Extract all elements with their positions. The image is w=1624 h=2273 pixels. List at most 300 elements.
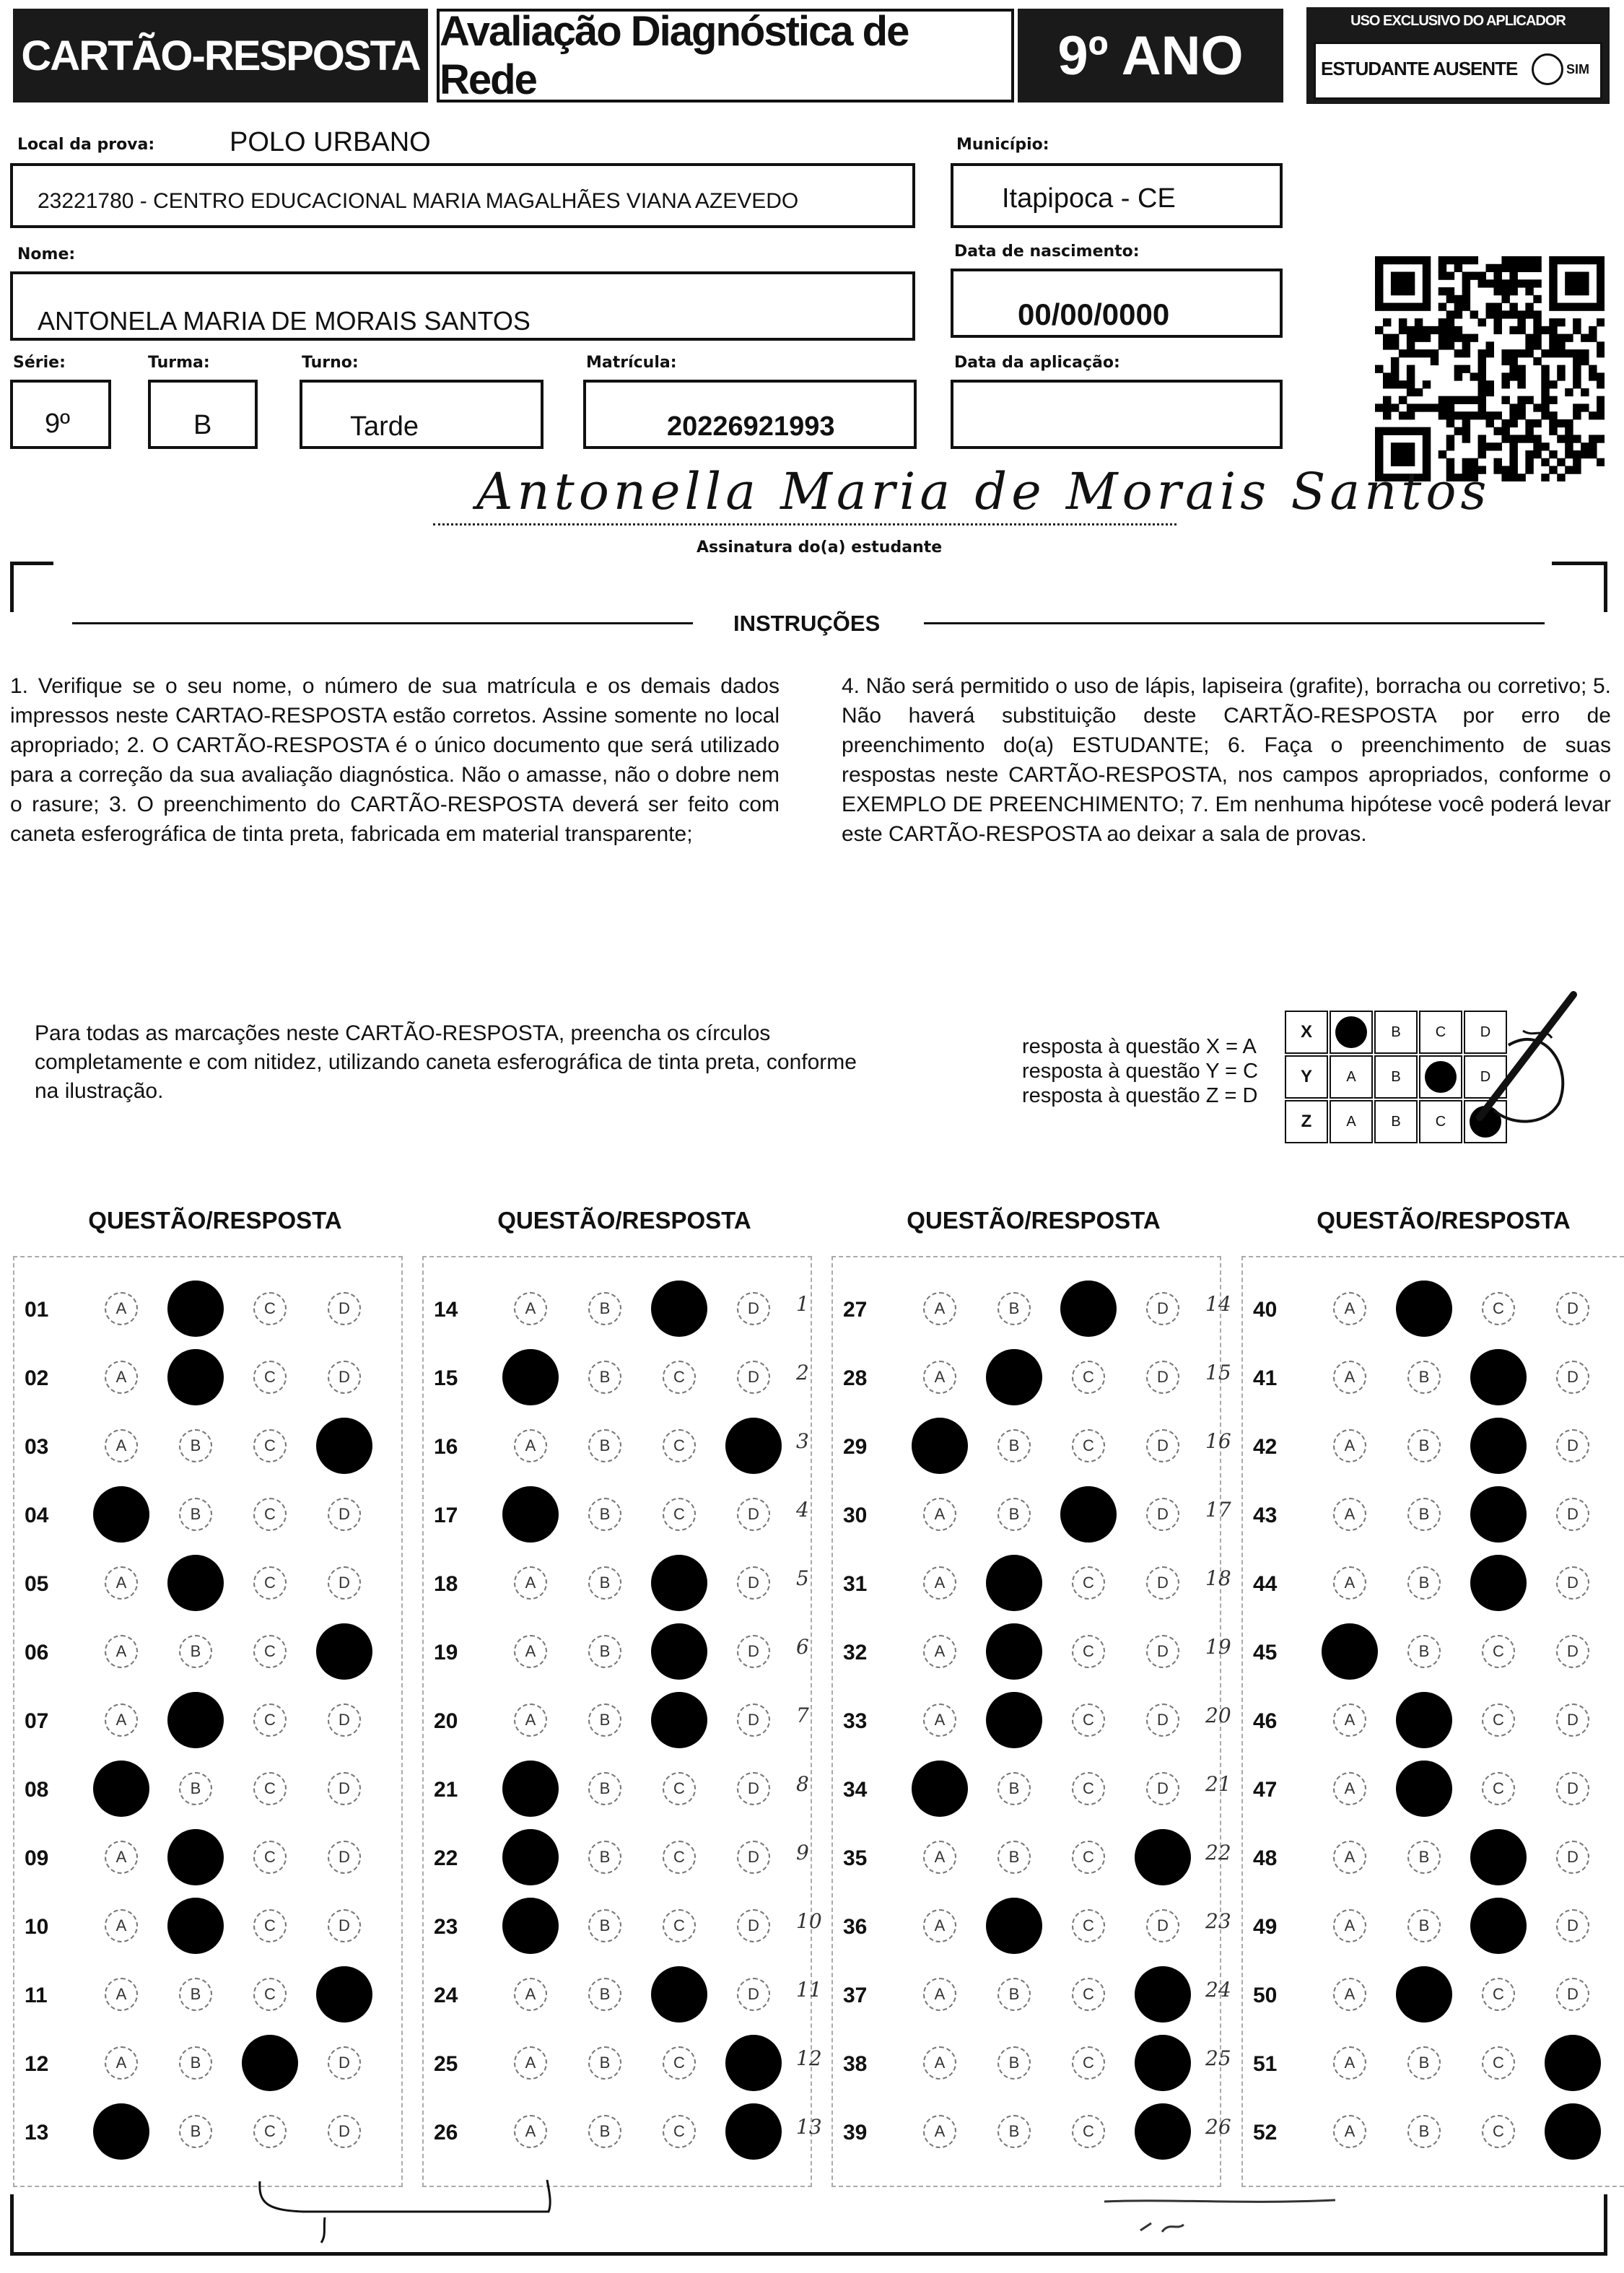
filled-answer-bubble[interactable] [1545, 2035, 1601, 2091]
answer-bubble-a[interactable]: A [1333, 1292, 1366, 1325]
instructions-left: 1. Verifique se o seu nome, o número de sua matrícula e os demais dados impressos neste CARTAO-RESPOSTA estão corretos. Assine somente no local apropriado; 2. O CARTÃO-RESPOSTA é o único documento que será utilizado para a correção da sua avaliação diagnóstica. Não o amasse, não o dobre nem o rasure; 3. O preenchimento do CARTÃO-RESPOSTA deverá ser feito com caneta esferográfica de tinta preta, fabricada em material transparente; [10, 674, 780, 846]
answer-bubble-c[interactable]: C [1482, 1292, 1515, 1325]
answer-bubble-d[interactable]: D [1556, 1361, 1589, 1394]
question-row [831, 2099, 1200, 2164]
answer-bubble-d[interactable]: D [737, 1292, 770, 1325]
question-number: 09 [25, 1846, 49, 1870]
answer-bubble-d[interactable]: D [328, 1498, 361, 1531]
handwritten-margin-number: 22 [1205, 1841, 1231, 1864]
answer-bubble-a[interactable]: A [514, 2115, 547, 2148]
answer-bubble-c[interactable]: C [1482, 1635, 1515, 1668]
filled-answer-bubble[interactable] [1470, 1555, 1527, 1611]
answer-bubble-d[interactable]: D [1556, 1978, 1589, 2011]
answer-bubble-a[interactable]: A [1333, 1361, 1366, 1394]
answer-bubble-c[interactable]: C [663, 1361, 696, 1394]
filled-answer-bubble[interactable] [1470, 1829, 1527, 1885]
question-number: 11 [25, 1984, 48, 2007]
answer-bubble-a[interactable]: A [105, 1361, 138, 1394]
filled-answer-bubble[interactable] [167, 1281, 224, 1337]
answer-bubble-a[interactable]: A [923, 1978, 956, 2011]
filled-answer-bubble[interactable] [502, 1486, 559, 1543]
question-number: 13 [25, 2121, 49, 2145]
filled-answer-bubble[interactable] [651, 1281, 707, 1337]
answer-bubble-c[interactable]: C [1072, 1841, 1105, 1874]
filled-answer-bubble[interactable] [167, 1898, 224, 1954]
answer-bubble-c[interactable]: C [253, 1361, 287, 1394]
answer-bubble-d[interactable]: D [328, 1772, 361, 1805]
answer-bubble-a[interactable]: A [514, 1978, 547, 2011]
question-row [831, 1893, 1200, 1958]
answer-bubble-a[interactable]: A [514, 1566, 547, 1600]
answer-bubble-c[interactable]: C [253, 1772, 287, 1805]
question-number: 43 [1253, 1504, 1278, 1527]
handwritten-margin-number: 26 [1205, 2115, 1231, 2139]
answer-bubble-d[interactable]: D [1556, 1841, 1589, 1874]
answer-bubble-a[interactable]: A [1333, 1909, 1366, 1942]
answer-bubble-b[interactable]: B [179, 1978, 212, 2011]
answer-bubble-a[interactable]: A [1333, 1429, 1366, 1462]
municipio-label: Município: [956, 136, 1049, 154]
answer-bubble-d[interactable]: D [1556, 1566, 1589, 1600]
answer-bubble-c[interactable]: C [253, 1635, 287, 1668]
example-bubble: C [1419, 1011, 1462, 1054]
answer-bubble-d[interactable]: D [328, 1841, 361, 1874]
filled-answer-bubble[interactable] [1396, 1966, 1452, 2023]
answer-bubble-a[interactable]: A [923, 1361, 956, 1394]
answer-bubble-a[interactable]: A [1333, 1703, 1366, 1737]
answer-bubble-d[interactable]: D [737, 1566, 770, 1600]
filled-answer-bubble[interactable] [912, 1761, 968, 1817]
answer-bubble-a[interactable]: A [105, 1703, 138, 1737]
filled-answer-bubble[interactable] [93, 2103, 149, 2160]
answer-bubble-b[interactable]: B [1407, 1841, 1441, 1874]
answer-bubble-d[interactable]: D [1556, 1292, 1589, 1325]
instructions-right: 4. Não será permitido o uso de lápis, lapiseira (grafite), borracha ou corretivo; 5. Não haverá substituição deste CARTÃO-RESPOSTA por erro de preenchimento do(a) ESTUDANTE; 6. Faça o preenchimento de suas respostas neste CARTÃO-RESPOSTA, nos campos apropriados, conforme o EXEMPLO DE PREENCHIMENTO; 7. Em nenhuma hipótese você poderá levar este CARTÃO-RESPOSTA ao deixar a sala de provas. [842, 674, 1611, 846]
answer-bubble-d[interactable]: D [328, 1292, 361, 1325]
answer-bubble-c[interactable]: C [1482, 1703, 1515, 1737]
filled-answer-bubble[interactable] [316, 1418, 372, 1474]
answer-bubble-c[interactable]: C [1072, 1772, 1105, 1805]
handwritten-margin-number: 6 [796, 1635, 809, 1659]
answer-bubble-a[interactable]: A [1333, 1498, 1366, 1531]
question-number: 49 [1253, 1915, 1278, 1939]
handwritten-margin-number: 18 [1205, 1566, 1231, 1590]
answer-bubble-d[interactable]: D [1146, 1566, 1179, 1600]
answer-bubble-a[interactable]: A [923, 1703, 956, 1737]
answer-bubble-b[interactable]: B [1407, 1635, 1441, 1668]
answer-bubble-d[interactable]: D [328, 2046, 361, 2080]
answer-bubble-a[interactable]: A [1333, 2115, 1366, 2148]
handwritten-margin-number: 12 [796, 2046, 822, 2070]
aplicacao-field [951, 380, 1283, 449]
nascimento-label: Data de nascimento: [954, 243, 1140, 261]
answer-bubble-b[interactable]: B [588, 1703, 621, 1737]
answer-bubble-d[interactable]: D [1556, 1429, 1589, 1462]
filled-answer-bubble[interactable] [651, 1692, 707, 1748]
answer-bubble-a[interactable]: A [514, 1635, 547, 1668]
answer-bubble-a[interactable]: A [923, 1635, 956, 1668]
answer-bubble-c[interactable]: C [253, 1909, 287, 1942]
filled-answer-bubble[interactable] [1060, 1281, 1117, 1337]
filled-answer-bubble[interactable] [167, 1829, 224, 1885]
column-header: QUESTÃO/RESPOSTA [497, 1207, 751, 1234]
answer-bubble-c[interactable]: C [1482, 2115, 1515, 2148]
question-row [422, 1413, 790, 1478]
answer-bubble-a[interactable]: A [1333, 2046, 1366, 2080]
answer-bubble-c[interactable]: C [1482, 1772, 1515, 1805]
filled-answer-bubble[interactable] [1545, 2103, 1601, 2160]
handwritten-margin-number: 14 [1205, 1292, 1231, 1316]
filled-answer-bubble[interactable] [1470, 1418, 1527, 1474]
question-number: 14 [434, 1298, 458, 1322]
filled-answer-bubble[interactable] [1470, 1349, 1527, 1405]
answer-bubble-b[interactable]: B [588, 1635, 621, 1668]
answer-bubble-b[interactable]: B [179, 2046, 212, 2080]
answer-bubble-a[interactable]: A [105, 1429, 138, 1462]
filled-answer-bubble[interactable] [316, 1966, 372, 2023]
filled-answer-bubble[interactable] [167, 1692, 224, 1748]
answer-bubble-d[interactable]: D [328, 1703, 361, 1737]
example-row-label: Y [1285, 1055, 1328, 1099]
absent-label: ESTUDANTE AUSENTE [1321, 58, 1518, 79]
answer-bubble-b[interactable]: B [179, 1635, 212, 1668]
answer-bubble-c[interactable]: C [253, 1292, 287, 1325]
grade-label: 9º ANO [1018, 9, 1283, 102]
filled-answer-bubble[interactable] [986, 1623, 1042, 1680]
local-label: Local da prova: [17, 136, 155, 154]
question-row [1241, 1413, 1610, 1478]
filled-answer-bubble[interactable] [986, 1349, 1042, 1405]
filled-answer-bubble[interactable] [1322, 1623, 1378, 1680]
question-number: 34 [843, 1778, 868, 1802]
answer-bubble-b[interactable]: B [588, 2046, 621, 2080]
filled-answer-bubble[interactable] [502, 1349, 559, 1405]
answer-bubble-a[interactable]: A [1333, 1841, 1366, 1874]
answer-bubble-b[interactable]: B [1407, 1429, 1441, 1462]
answer-bubble-a[interactable]: A [105, 1841, 138, 1874]
answer-bubble-c[interactable]: C [253, 1703, 287, 1737]
answer-bubble-c[interactable]: C [663, 2115, 696, 2148]
answer-bubble-d[interactable]: D [328, 1361, 361, 1394]
question-row [1241, 1276, 1610, 1341]
applicator-title: USO EXCLUSIVO DO APLICADOR [1350, 13, 1566, 29]
example-row-label: X [1285, 1011, 1328, 1054]
answer-bubble-a[interactable]: A [1333, 1772, 1366, 1805]
answer-bubble-d[interactable]: D [1146, 1703, 1179, 1737]
answer-bubble-b[interactable]: B [588, 1978, 621, 2011]
answer-bubble-b[interactable]: B [997, 2115, 1031, 2148]
answer-bubble-b[interactable]: B [1407, 1566, 1441, 1600]
question-row [831, 1345, 1200, 1410]
question-row [1241, 1893, 1610, 1958]
filled-answer-bubble[interactable] [1135, 2035, 1191, 2091]
answer-bubble-a[interactable]: A [105, 1566, 138, 1600]
handwritten-margin-number: 10 [796, 1909, 822, 1933]
question-row [13, 1893, 381, 1958]
answer-bubble-b[interactable]: B [179, 1498, 212, 1531]
answer-bubble-d[interactable]: D [1146, 1292, 1179, 1325]
answer-bubble-a[interactable]: A [105, 1978, 138, 2011]
answer-bubble-b[interactable]: B [997, 1498, 1031, 1531]
handwritten-margin-number: 4 [796, 1498, 809, 1522]
answer-bubble-a[interactable]: A [105, 1635, 138, 1668]
question-number: 27 [843, 1298, 868, 1322]
nascimento-value: 00/00/0000 [1018, 297, 1170, 331]
filled-answer-bubble[interactable] [93, 1486, 149, 1543]
answer-bubble-a[interactable]: A [1333, 1566, 1366, 1600]
question-row [1241, 1345, 1610, 1410]
answer-bubble-b[interactable]: B [588, 1429, 621, 1462]
answer-bubble-a[interactable]: A [923, 1498, 956, 1531]
absent-bubble[interactable] [1532, 53, 1563, 85]
turno-value: Tarde [350, 411, 419, 442]
answer-bubble-c[interactable]: C [663, 1498, 696, 1531]
instructions-rule [924, 622, 1545, 624]
answer-bubble-c[interactable]: C [253, 2115, 287, 2148]
question-row [13, 2099, 381, 2164]
frame-corner [10, 562, 53, 565]
answer-bubble-c[interactable]: C [1072, 1635, 1105, 1668]
answer-bubble-c[interactable]: C [663, 1909, 696, 1942]
answer-bubble-b[interactable]: B [588, 1909, 621, 1942]
answer-bubble-d[interactable]: D [737, 1978, 770, 2011]
filled-answer-bubble[interactable] [167, 1349, 224, 1405]
answer-bubble-b[interactable]: B [588, 1772, 621, 1805]
answer-bubble-d[interactable]: D [328, 2115, 361, 2148]
answer-bubble-b[interactable]: B [179, 1772, 212, 1805]
answer-bubble-a[interactable]: A [923, 1566, 956, 1600]
filled-answer-bubble[interactable] [242, 2035, 298, 2091]
answer-bubble-d[interactable]: D [737, 1498, 770, 1531]
question-row [831, 1962, 1200, 2027]
question-row [422, 1619, 790, 1684]
question-number: 18 [434, 1572, 458, 1596]
handwritten-margin-number: 25 [1205, 2046, 1231, 2070]
answer-bubble-d[interactable]: D [1556, 1703, 1589, 1737]
answer-bubble-d[interactable]: D [328, 1566, 361, 1600]
question-row [422, 1893, 790, 1958]
answer-bubble-d[interactable]: D [737, 1841, 770, 1874]
filled-answer-bubble[interactable] [725, 2035, 782, 2091]
answer-bubble-d[interactable]: D [737, 1635, 770, 1668]
question-number: 23 [434, 1915, 458, 1939]
answer-bubble-d[interactable]: D [737, 1772, 770, 1805]
answer-bubble-c[interactable]: C [1072, 1429, 1105, 1462]
filled-answer-bubble[interactable] [93, 1761, 149, 1817]
question-row [422, 1962, 790, 2027]
filled-answer-bubble[interactable] [1470, 1486, 1527, 1543]
filled-answer-bubble[interactable] [1135, 1966, 1191, 2023]
answer-bubble-c[interactable]: C [663, 2046, 696, 2080]
answer-bubble-d[interactable]: D [1146, 1361, 1179, 1394]
municipio-value: Itapipoca - CE [1002, 183, 1176, 214]
answer-bubble-c[interactable]: C [1072, 2115, 1105, 2148]
answer-bubble-d[interactable]: D [1146, 1429, 1179, 1462]
question-row [1241, 1688, 1610, 1753]
answer-bubble-b[interactable]: B [588, 1361, 621, 1394]
frame-corner [1604, 2194, 1607, 2256]
answer-bubble-c[interactable]: C [1072, 2046, 1105, 2080]
question-number: 31 [843, 1572, 868, 1596]
answer-bubble-d[interactable]: D [1556, 1909, 1589, 1942]
filled-answer-bubble[interactable] [1060, 1486, 1117, 1543]
answer-bubble-b[interactable]: B [1407, 1361, 1441, 1394]
filled-answer-bubble[interactable] [651, 1623, 707, 1680]
handwritten-margin-number: 23 [1205, 1909, 1231, 1933]
column-header: QUESTÃO/RESPOSTA [1317, 1207, 1571, 1234]
question-number: 10 [25, 1915, 49, 1939]
question-row [13, 1962, 381, 2027]
answer-bubble-b[interactable]: B [997, 1978, 1031, 2011]
answer-bubble-a[interactable]: A [923, 2046, 956, 2080]
question-number: 42 [1253, 1435, 1278, 1459]
answer-bubble-b[interactable]: B [588, 1841, 621, 1874]
answer-bubble-a[interactable]: A [105, 1292, 138, 1325]
example-bubble: A [1330, 1055, 1373, 1099]
answer-bubble-c[interactable]: C [1072, 1566, 1105, 1600]
filled-answer-bubble[interactable] [986, 1898, 1042, 1954]
question-number: 51 [1253, 2052, 1278, 2076]
filled-answer-bubble[interactable] [1396, 1281, 1452, 1337]
filled-answer-bubble[interactable] [1470, 1898, 1527, 1954]
handwritten-margin-number: 3 [796, 1429, 809, 1453]
question-number: 20 [434, 1709, 458, 1733]
question-row [422, 1276, 790, 1341]
filled-answer-bubble[interactable] [316, 1623, 372, 1680]
answer-bubble-c[interactable]: C [663, 1841, 696, 1874]
answer-bubble-d[interactable]: D [1146, 1772, 1179, 1805]
filled-answer-bubble[interactable] [167, 1555, 224, 1611]
question-number: 37 [843, 1984, 868, 2007]
answer-bubble-b[interactable]: B [997, 1841, 1031, 1874]
answer-bubble-d[interactable]: D [1146, 1498, 1179, 1531]
answer-bubble-d[interactable]: D [1556, 1772, 1589, 1805]
answer-bubble-b[interactable]: B [1407, 2046, 1441, 2080]
answer-bubble-c[interactable]: C [1072, 1978, 1105, 2011]
answer-bubble-b[interactable]: B [588, 2115, 621, 2148]
answer-bubble-c[interactable]: C [1482, 2046, 1515, 2080]
answer-bubble-c[interactable]: C [1072, 1909, 1105, 1942]
answer-bubble-c[interactable]: C [253, 1429, 287, 1462]
nome-label: Nome: [17, 245, 76, 263]
answer-bubble-b[interactable]: B [997, 1772, 1031, 1805]
answer-bubble-b[interactable]: B [997, 1429, 1031, 1462]
question-number: 30 [843, 1504, 868, 1527]
answer-bubble-a[interactable]: A [923, 1292, 956, 1325]
question-row [13, 1482, 381, 1547]
answer-bubble-b[interactable]: B [588, 1498, 621, 1531]
answer-bubble-c[interactable]: C [663, 1772, 696, 1805]
question-row [422, 2030, 790, 2095]
filled-answer-bubble[interactable] [986, 1555, 1042, 1611]
answer-bubble-a[interactable]: A [105, 2046, 138, 2080]
question-row [1241, 1619, 1610, 1684]
answer-bubble-a[interactable]: A [923, 1841, 956, 1874]
filled-answer-bubble[interactable] [502, 1829, 559, 1885]
filled-answer-bubble[interactable] [912, 1418, 968, 1474]
answer-bubble-b[interactable]: B [588, 1566, 621, 1600]
question-number: 19 [434, 1641, 458, 1665]
answer-bubble-c[interactable]: C [253, 1978, 287, 2011]
answer-bubble-c[interactable]: C [253, 1498, 287, 1531]
frame-corner [10, 2194, 14, 2256]
handwritten-margin-number: 7 [796, 1703, 809, 1727]
answer-bubble-b[interactable]: B [1407, 2115, 1441, 2148]
answer-bubble-d[interactable]: D [1146, 1909, 1179, 1942]
answer-bubble-a[interactable]: A [514, 1703, 547, 1737]
filled-answer-bubble[interactable] [502, 1898, 559, 1954]
answer-bubble-c[interactable]: C [1072, 1703, 1105, 1737]
answer-bubble-b[interactable]: B [997, 2046, 1031, 2080]
filled-answer-bubble[interactable] [1135, 2103, 1191, 2160]
answer-bubble-a[interactable]: A [514, 1292, 547, 1325]
filled-answer-bubble[interactable] [986, 1692, 1042, 1748]
question-row [831, 1619, 1200, 1684]
filled-answer-bubble[interactable] [502, 1761, 559, 1817]
answer-bubble-c[interactable]: C [1072, 1361, 1105, 1394]
filled-answer-bubble[interactable] [1396, 1761, 1452, 1817]
question-row [831, 1276, 1200, 1341]
answer-bubble-b[interactable]: B [1407, 1909, 1441, 1942]
answer-bubble-b[interactable]: B [179, 1429, 212, 1462]
question-number: 29 [843, 1435, 868, 1459]
answer-bubble-a[interactable]: A [514, 1429, 547, 1462]
question-number: 32 [843, 1641, 868, 1665]
answer-bubble-b[interactable]: B [1407, 1498, 1441, 1531]
answer-bubble-a[interactable]: A [105, 1909, 138, 1942]
frame-corner [10, 2252, 1607, 2256]
answer-bubble-b[interactable]: B [179, 2115, 212, 2148]
filled-dot [1335, 1016, 1367, 1048]
answer-bubble-d[interactable]: D [1556, 1498, 1589, 1531]
question-number: 15 [434, 1366, 458, 1390]
handwritten-margin-number: 20 [1205, 1703, 1231, 1727]
example-line-1: resposta à questão X = A [1022, 1035, 1257, 1058]
question-number: 16 [434, 1435, 458, 1459]
answer-bubble-c[interactable]: C [253, 1566, 287, 1600]
card-title: CARTÃO-RESPOSTA [13, 9, 428, 102]
frame-corner [1552, 562, 1607, 565]
answer-bubble-d[interactable]: D [737, 1361, 770, 1394]
answer-bubble-d[interactable]: D [737, 1909, 770, 1942]
filled-answer-bubble[interactable] [1396, 1692, 1452, 1748]
filled-answer-bubble[interactable] [725, 2103, 782, 2160]
handwritten-margin-number: 17 [1205, 1498, 1231, 1522]
answer-bubble-a[interactable]: A [1333, 1978, 1366, 2011]
answer-bubble-c[interactable]: C [663, 1429, 696, 1462]
answer-bubble-c[interactable]: C [1482, 1978, 1515, 2011]
answer-bubble-b[interactable]: B [997, 1292, 1031, 1325]
question-row [13, 1756, 381, 1821]
question-number: 48 [1253, 1846, 1278, 1870]
answer-bubble-d[interactable]: D [1146, 1635, 1179, 1668]
filled-answer-bubble[interactable] [651, 1966, 707, 2023]
answer-bubble-a[interactable]: A [923, 2115, 956, 2148]
assessment-title: Avaliação Diagnóstica de Rede [437, 9, 1014, 102]
answer-bubble-d[interactable]: D [737, 1703, 770, 1737]
answer-bubble-a[interactable]: A [514, 2046, 547, 2080]
filled-answer-bubble[interactable] [1135, 1829, 1191, 1885]
filled-answer-bubble[interactable] [725, 1418, 782, 1474]
example-bubble: D [1464, 1011, 1507, 1054]
question-row [422, 1482, 790, 1547]
answer-bubble-b[interactable]: B [588, 1292, 621, 1325]
answer-bubble-c[interactable]: C [253, 1841, 287, 1874]
answer-bubble-d[interactable]: D [328, 1909, 361, 1942]
answer-bubble-d[interactable]: D [1556, 1635, 1589, 1668]
answer-bubble-a[interactable]: A [923, 1909, 956, 1942]
filled-answer-bubble[interactable] [651, 1555, 707, 1611]
